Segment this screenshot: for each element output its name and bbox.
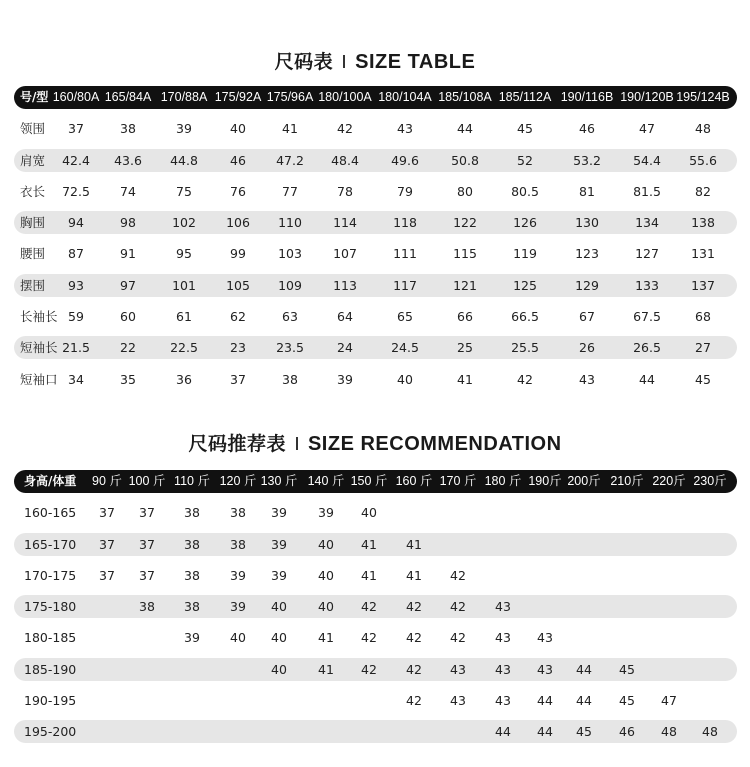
table-row [14, 626, 737, 649]
table-cell: 44 [537, 724, 553, 740]
table-cell: 53.2 [573, 152, 601, 168]
table-cell: 117 [393, 277, 417, 293]
table-cell: 44 [576, 693, 592, 709]
table-cell: 43 [495, 599, 511, 615]
table-cell: 41 [282, 121, 298, 137]
table-cell: 38 [282, 371, 298, 387]
table-cell: 38 [230, 536, 246, 552]
table-cell: 39 [230, 599, 246, 615]
size_table-header [14, 86, 737, 109]
table-cell: 78 [337, 183, 353, 199]
table-cell: 65 [397, 309, 413, 325]
column-header: 130 斤 [260, 474, 298, 488]
size-table-title-en: SIZE TABLE [355, 51, 476, 73]
table-cell: 41 [457, 371, 473, 387]
table-cell: 22.5 [170, 340, 198, 356]
table-cell: 37 [99, 567, 115, 583]
table-cell: 40 [318, 599, 334, 615]
table-cell: 81.5 [633, 183, 661, 199]
column-header: 90 斤 [92, 474, 122, 488]
row-label: 领围 [20, 121, 46, 137]
table-cell: 23.5 [276, 340, 304, 356]
table-cell: 46 [579, 121, 595, 137]
column-header: 200斤 [567, 474, 601, 488]
table-cell: 82 [695, 183, 711, 199]
table-cell: 54.4 [633, 152, 661, 168]
table-cell: 119 [513, 246, 537, 262]
row-label: 185-190 [24, 661, 77, 677]
table-cell: 45 [619, 661, 635, 677]
table-cell: 26 [579, 340, 595, 356]
table-cell: 39 [318, 505, 334, 521]
table-row [14, 242, 737, 265]
table-cell: 38 [184, 567, 200, 583]
table-cell: 111 [393, 246, 417, 262]
table-row [14, 658, 737, 681]
table-cell: 50.8 [451, 152, 479, 168]
table-cell: 43 [450, 693, 466, 709]
table-cell: 44 [495, 724, 511, 740]
row-label: 胸围 [20, 215, 46, 231]
table-cell: 110 [278, 215, 302, 231]
table-cell: 40 [230, 630, 246, 646]
table-cell: 126 [513, 215, 537, 231]
table-row [14, 336, 737, 359]
table-cell: 67 [579, 309, 595, 325]
table-cell: 40 [271, 661, 287, 677]
table-cell: 39 [184, 630, 200, 646]
column-header: 110 斤 [174, 474, 210, 488]
table-cell: 63 [282, 309, 298, 325]
table-cell: 94 [68, 215, 84, 231]
table-row [14, 533, 737, 556]
table-cell: 47.2 [276, 152, 304, 168]
row-label: 摆围 [20, 277, 46, 293]
table-cell: 44 [576, 661, 592, 677]
table-row [14, 564, 737, 587]
table-cell: 39 [271, 567, 287, 583]
table-cell: 68 [695, 309, 711, 325]
table-cell: 40 [318, 536, 334, 552]
row-label: 195-200 [24, 724, 77, 740]
column-header: 160 斤 [395, 474, 433, 488]
table-cell: 123 [575, 246, 599, 262]
table-cell: 66 [457, 309, 473, 325]
table-cell: 23 [230, 340, 246, 356]
row-label: 170-175 [24, 567, 77, 583]
table-cell: 109 [278, 277, 302, 293]
table-cell: 42 [337, 121, 353, 137]
table-cell: 114 [333, 215, 357, 231]
table-cell: 44 [537, 693, 553, 709]
table-cell: 40 [361, 505, 377, 521]
table-cell: 118 [393, 215, 417, 231]
table-cell: 42 [406, 661, 422, 677]
table-cell: 43 [537, 630, 553, 646]
table-cell: 37 [139, 505, 155, 521]
table-cell: 60 [120, 309, 136, 325]
table-cell: 55.6 [689, 152, 717, 168]
table-cell: 43.6 [114, 152, 142, 168]
table-cell: 125 [513, 277, 537, 293]
table-cell: 38 [184, 505, 200, 521]
table-cell: 43 [495, 693, 511, 709]
table-cell: 43 [450, 661, 466, 677]
table-cell: 52 [517, 152, 533, 168]
table-row [14, 274, 737, 297]
row-label: 短袖口 [20, 371, 58, 387]
table-cell: 27 [695, 340, 711, 356]
table-cell: 61 [176, 309, 192, 325]
table-cell: 130 [575, 215, 599, 231]
table-row [14, 117, 737, 140]
table-cell: 107 [333, 246, 357, 262]
table-cell: 39 [271, 536, 287, 552]
table-cell: 37 [139, 536, 155, 552]
table-cell: 43 [397, 121, 413, 137]
table-row [14, 595, 737, 618]
column-header: 210斤 [610, 474, 644, 488]
table-cell: 38 [184, 599, 200, 615]
table-row [14, 180, 737, 203]
table-cell: 102 [172, 215, 196, 231]
column-header: 150 斤 [350, 474, 388, 488]
column-header: 180/104A [378, 90, 432, 104]
table-cell: 137 [691, 277, 715, 293]
table-cell: 22 [120, 340, 136, 356]
table-cell: 24.5 [391, 340, 419, 356]
table-row [14, 211, 737, 234]
table-row [14, 149, 737, 172]
table-cell: 59 [68, 309, 84, 325]
table-cell: 74 [120, 183, 136, 199]
table-cell: 45 [576, 724, 592, 740]
row-label: 175-180 [24, 599, 77, 615]
column-header: 230斤 [693, 474, 727, 488]
table-cell: 131 [691, 246, 715, 262]
table-cell: 43 [537, 661, 553, 677]
row-label: 180-185 [24, 630, 77, 646]
row-label: 短袖长 [20, 340, 58, 356]
table-cell: 34 [68, 371, 84, 387]
table-cell: 42 [361, 599, 377, 615]
table-cell: 41 [361, 536, 377, 552]
table-cell: 133 [635, 277, 659, 293]
table-cell: 127 [635, 246, 659, 262]
column-header: 190斤 [528, 474, 562, 488]
table-cell: 26.5 [633, 340, 661, 356]
table-cell: 115 [453, 246, 477, 262]
table-cell: 25.5 [511, 340, 539, 356]
table-cell: 46 [619, 724, 635, 740]
column-header: 160/80A [52, 90, 100, 104]
table-cell: 79 [397, 183, 413, 199]
table-cell: 35 [120, 371, 136, 387]
table-cell: 67.5 [633, 309, 661, 325]
table-cell: 93 [68, 277, 84, 293]
table-cell: 40 [271, 599, 287, 615]
column-header: 170/88A [160, 90, 208, 104]
table-cell: 64 [337, 309, 353, 325]
row-label: 165-170 [24, 536, 77, 552]
column-header: 190/116B [560, 90, 614, 104]
reco-table-title [0, 429, 750, 456]
table-cell: 76 [230, 183, 246, 199]
table-cell: 49.6 [391, 152, 419, 168]
table-cell: 37 [230, 371, 246, 387]
table-row [14, 689, 737, 712]
table-cell: 47 [639, 121, 655, 137]
table-cell: 44 [457, 121, 473, 137]
header-label: 身高/体重 [24, 474, 77, 488]
table-cell: 80.5 [511, 183, 539, 199]
table-cell: 37 [139, 567, 155, 583]
table-cell: 37 [68, 121, 84, 137]
column-header: 100 斤 [128, 474, 166, 488]
reco-table-title-cn: 尺码推荐表 [188, 433, 286, 455]
table-cell: 87 [68, 246, 84, 262]
table-cell: 43 [495, 661, 511, 677]
table-cell: 81 [579, 183, 595, 199]
table-cell: 42 [517, 371, 533, 387]
row-label: 160-165 [24, 505, 77, 521]
column-header: 120 斤 [219, 474, 257, 488]
table-cell: 38 [120, 121, 136, 137]
table-cell: 48 [695, 121, 711, 137]
table-cell: 105 [226, 277, 250, 293]
table-cell: 99 [230, 246, 246, 262]
row-label: 肩宽 [20, 152, 46, 168]
table-cell: 48.4 [331, 152, 359, 168]
table-cell: 42 [450, 567, 466, 583]
column-header: 170 斤 [439, 474, 477, 488]
table-cell: 43 [495, 630, 511, 646]
table-cell: 62 [230, 309, 246, 325]
table-cell: 42 [406, 599, 422, 615]
title-divider [343, 55, 345, 68]
table-cell: 39 [271, 505, 287, 521]
table-cell: 39 [230, 567, 246, 583]
table-cell: 44.8 [170, 152, 198, 168]
table-cell: 42 [361, 630, 377, 646]
size-table-title-cn: 尺码表 [274, 51, 334, 73]
table-cell: 39 [337, 371, 353, 387]
table-cell: 42 [361, 661, 377, 677]
row-label: 衣长 [20, 183, 46, 199]
column-header: 165/84A [104, 90, 152, 104]
table-cell: 24 [337, 340, 353, 356]
table-cell: 66.5 [511, 309, 539, 325]
table-cell: 129 [575, 277, 599, 293]
table-cell: 25 [457, 340, 473, 356]
table-cell: 121 [453, 277, 477, 293]
column-header: 180/100A [318, 90, 372, 104]
table-cell: 46 [230, 152, 246, 168]
column-header: 185/108A [438, 90, 492, 104]
size-table-title [0, 47, 750, 74]
title-divider [296, 437, 298, 450]
table-cell: 45 [695, 371, 711, 387]
header-label: 号/型 [20, 90, 49, 104]
table-cell: 42 [406, 630, 422, 646]
table-cell: 42 [406, 693, 422, 709]
table-cell: 41 [361, 567, 377, 583]
table-cell: 95 [176, 246, 192, 262]
table-cell: 40 [397, 371, 413, 387]
table-cell: 42 [450, 630, 466, 646]
table-cell: 21.5 [62, 340, 90, 356]
table-cell: 40 [318, 567, 334, 583]
table-row [14, 720, 737, 743]
row-label: 腰围 [20, 246, 46, 262]
table-cell: 40 [271, 630, 287, 646]
table-cell: 39 [176, 121, 192, 137]
table-cell: 48 [702, 724, 718, 740]
table-cell: 45 [517, 121, 533, 137]
table-cell: 103 [278, 246, 302, 262]
table-cell: 41 [406, 567, 422, 583]
table-cell: 42.4 [62, 152, 90, 168]
table-cell: 41 [406, 536, 422, 552]
table-cell: 101 [172, 277, 196, 293]
column-header: 140 斤 [307, 474, 345, 488]
table-cell: 38 [139, 599, 155, 615]
table-cell: 42 [450, 599, 466, 615]
column-header: 195/124B [676, 90, 730, 104]
column-header: 175/96A [266, 90, 314, 104]
table-cell: 40 [230, 121, 246, 137]
table-cell: 37 [99, 505, 115, 521]
table-row [14, 368, 737, 391]
row-label: 长袖长 [20, 309, 58, 325]
table-cell: 80 [457, 183, 473, 199]
reco_table-header [14, 470, 737, 493]
reco-table-title-en: SIZE RECOMMENDATION [307, 433, 562, 455]
row-label: 190-195 [24, 693, 77, 709]
table-cell: 138 [691, 215, 715, 231]
table-row [14, 305, 737, 328]
table-cell: 41 [318, 661, 334, 677]
table-cell: 77 [282, 183, 298, 199]
table-cell: 75 [176, 183, 192, 199]
table-cell: 47 [661, 693, 677, 709]
column-header: 185/112A [498, 90, 552, 104]
table-cell: 43 [579, 371, 595, 387]
table-cell: 106 [226, 215, 250, 231]
column-header: 175/92A [214, 90, 262, 104]
table-cell: 45 [619, 693, 635, 709]
column-header: 220斤 [652, 474, 686, 488]
table-cell: 113 [333, 277, 357, 293]
reco-table [14, 470, 737, 743]
table-cell: 36 [176, 371, 192, 387]
table-cell: 72.5 [62, 183, 90, 199]
table-cell: 41 [318, 630, 334, 646]
table-cell: 97 [120, 277, 136, 293]
table-cell: 48 [661, 724, 677, 740]
table-cell: 44 [639, 371, 655, 387]
table-cell: 91 [120, 246, 136, 262]
table-cell: 134 [635, 215, 659, 231]
table-cell: 37 [99, 536, 115, 552]
table-row [14, 501, 737, 524]
table-cell: 38 [184, 536, 200, 552]
column-header: 190/120B [620, 90, 674, 104]
size-table [14, 86, 737, 391]
column-header: 180 斤 [484, 474, 522, 488]
table-cell: 98 [120, 215, 136, 231]
table-cell: 38 [230, 505, 246, 521]
table-cell: 122 [453, 215, 477, 231]
